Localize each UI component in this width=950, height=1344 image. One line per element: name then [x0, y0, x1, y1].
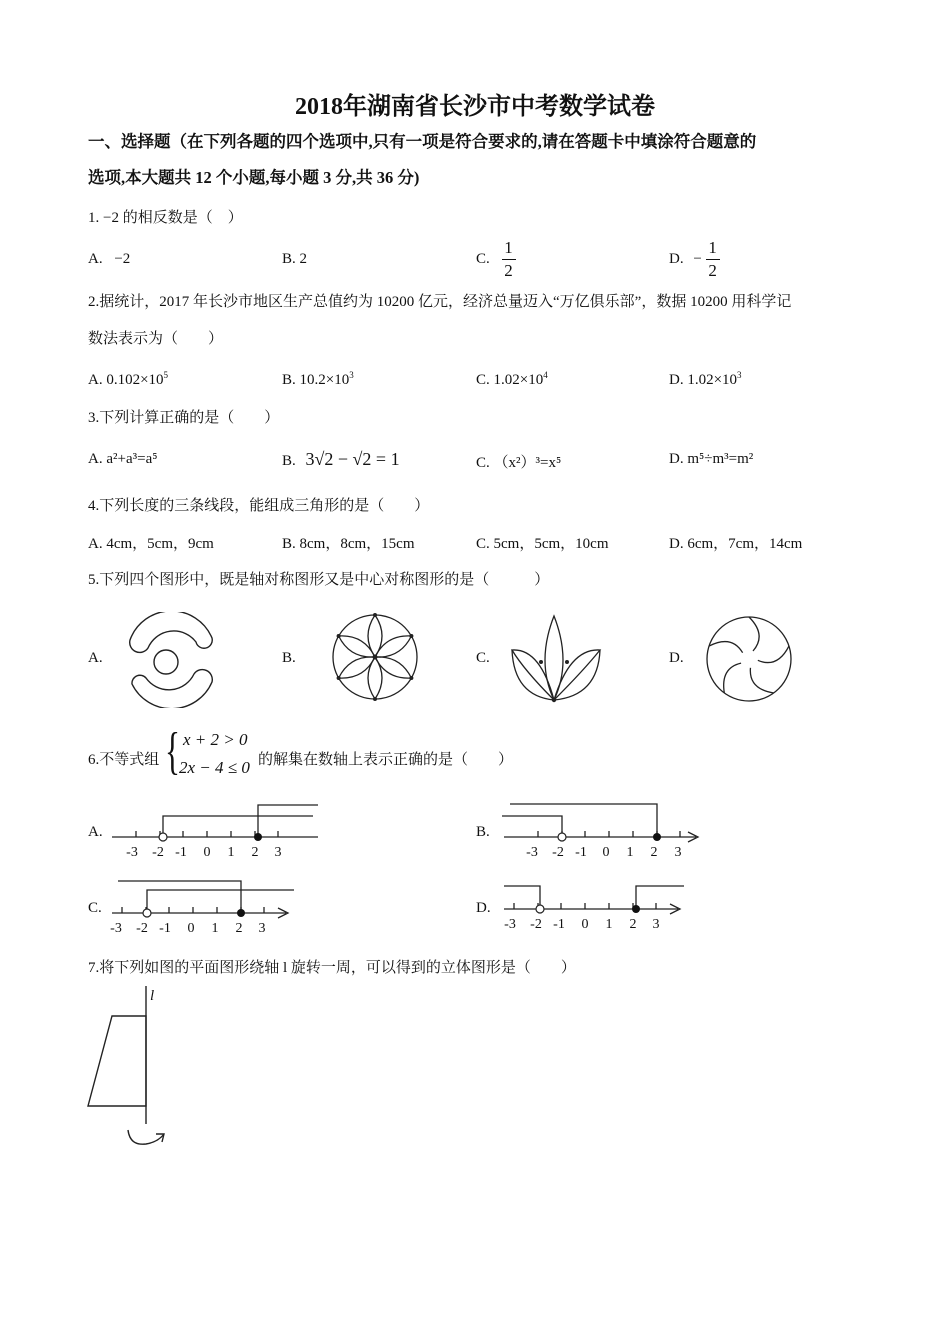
q2-option-c-exp: 4	[543, 370, 548, 380]
q1-option-a-value: −2	[114, 251, 131, 267]
axis-label: l	[150, 988, 155, 1004]
section-heading-line1: 一、选择题（在下列各题的四个选项中,只有一项是符合要求的,请在答题卡中填涂符合题意的	[88, 132, 757, 151]
q4-stem: 4.下列长度的三条线段，能组成三角形的是（ ）	[88, 498, 430, 514]
q2-option-d-text: D. 1.02×10	[669, 372, 738, 388]
tick-label: 1	[605, 917, 613, 932]
tick-label: -1	[553, 917, 565, 932]
q6-option-c-label: C.	[88, 900, 102, 916]
section-heading	[88, 124, 878, 196]
q3-stem: 3.下列计算正确的是（ ）	[88, 410, 280, 426]
q6-number-line-c	[108, 876, 303, 938]
q1-option-a	[88, 251, 130, 268]
q1-option-b: B. 2	[282, 251, 308, 267]
q2-option-b-text: B. 10.2×10	[282, 372, 350, 388]
q5-figure-b	[330, 612, 420, 702]
tick-label: 3	[274, 845, 282, 860]
q6-option-b-label: B.	[476, 824, 490, 840]
tick-label: -2	[530, 917, 542, 932]
q3-option-d-label: D.	[669, 451, 684, 467]
tick-label: 2	[235, 921, 243, 936]
section-heading-line2: 选项,本大题共 12 个小题,每小题 3 分,共 36 分)	[88, 168, 420, 187]
q5-figure-a	[124, 612, 220, 708]
q2-stem	[88, 286, 878, 355]
q2-option-d	[669, 370, 742, 389]
q4-option-a: A. 4cm，5cm，9cm	[88, 536, 214, 552]
tick-label: 0	[187, 921, 195, 936]
q3-option-a-expr: a²+a³=a⁵	[106, 451, 158, 467]
q5-option-a-label: A.	[88, 650, 103, 666]
tick-label: 2	[629, 917, 637, 932]
q3-option-a	[88, 451, 157, 468]
tick-label: 3	[258, 921, 266, 936]
tick-label: 3	[652, 917, 660, 932]
q1-option-d	[669, 237, 720, 282]
q6-option-a-label: A.	[88, 824, 103, 840]
q2-option-a-text: A. 0.102×10	[88, 372, 164, 388]
fraction-denominator: 2	[708, 261, 717, 280]
q5-option-c-label: C.	[476, 650, 490, 666]
q3-option-d	[669, 451, 753, 468]
q2-option-a	[88, 370, 168, 389]
fraction-denominator: 2	[504, 261, 513, 280]
q6-brace: {	[165, 723, 180, 780]
tick-label: -2	[152, 845, 164, 860]
fraction-numerator: 1	[504, 238, 513, 257]
q5-option-d-label: D.	[669, 650, 684, 666]
tick-label: -1	[575, 845, 587, 860]
q2-option-c	[476, 370, 548, 389]
tick-label: -1	[159, 921, 171, 936]
q5-figure-c	[508, 612, 608, 704]
tick-label: 1	[211, 921, 219, 936]
q6-option-d-label: D.	[476, 900, 491, 916]
q2-option-a-exp: 5	[163, 370, 169, 380]
fraction-numerator: 1	[708, 238, 717, 257]
q7-figure-trapezoid-axis	[84, 984, 184, 1154]
rotation-arrow	[128, 1130, 164, 1144]
q4-option-b: B. 8cm，8cm，15cm	[282, 536, 415, 552]
q6-suffix: 的解集在数轴上表示正确的是（ ）	[258, 752, 514, 768]
q1-option-d-label: D.	[669, 250, 684, 267]
tick-label: 0	[581, 917, 589, 932]
q3-option-a-label: A.	[88, 451, 103, 467]
tick-label: -2	[136, 921, 148, 936]
q1-option-c	[476, 237, 516, 282]
q6-inequality-1: x + 2 > 0	[183, 730, 248, 749]
q3-option-d-expr: m⁵÷m³=m²	[687, 451, 754, 467]
page-title: 2018年湖南省长沙市中考数学试卷	[295, 94, 655, 120]
tick-label: -3	[526, 845, 538, 860]
tick-label: 2	[650, 845, 658, 860]
q5-figure-d	[704, 614, 794, 704]
tick-label: -2	[552, 845, 564, 860]
q3-option-c-label: C.	[476, 455, 490, 471]
q2-option-c-text: C. 1.02×10	[476, 372, 544, 388]
q6-inequality-2: 2x − 4 ≤ 0	[179, 758, 250, 777]
q4-option-d: D. 6cm，7cm，14cm	[669, 536, 803, 552]
tick-label: 1	[227, 845, 235, 860]
tick-label: 0	[203, 845, 211, 860]
q2-stem-line2: 数法表示为（ ）	[88, 331, 224, 347]
tick-label: 3	[674, 845, 682, 860]
tick-label: -3	[126, 845, 138, 860]
q6-number-line-d	[500, 876, 695, 938]
trapezoid	[88, 1016, 146, 1106]
q3-option-c	[476, 451, 561, 472]
q6-number-line-b	[500, 800, 710, 862]
tick-label: -3	[110, 921, 122, 936]
q6-prefix: 6.不等式组	[88, 752, 160, 768]
q3-option-c-expr: （x²）³=x⁵	[493, 455, 562, 471]
q2-option-b	[282, 370, 354, 389]
q2-option-d-exp: 3	[737, 370, 742, 380]
tick-label: -3	[504, 917, 516, 932]
q5-stem: 5.下列四个图形中，既是轴对称图形又是中心对称图形的是（ ）	[88, 572, 550, 588]
q6-number-line-a	[108, 800, 323, 862]
q3-option-b	[282, 449, 400, 470]
tick-label: 0	[602, 845, 610, 860]
q2-option-b-exp: 3	[349, 370, 354, 380]
tick-label: 1	[626, 845, 634, 860]
q1-option-d-sign: −	[693, 251, 702, 267]
q4-option-c: C. 5cm，5cm，10cm	[476, 536, 609, 552]
q1-option-c-fraction	[502, 237, 516, 282]
q2-stem-line1: 2.据统计，2017 年长沙市地区生产总值约为 10200 亿元，经济总量迈入“万亿俱乐部”，数据 10200 用科学记	[88, 294, 792, 310]
q5-option-b-label: B.	[282, 650, 296, 666]
tick-label: -1	[175, 845, 187, 860]
q7-stem: 7.将下列如图的平面图形绕轴 l 旋转一周，可以得到的立体图形是（ ）	[88, 960, 576, 976]
q3-option-b-label: B.	[282, 453, 296, 469]
q1-option-c-label: C.	[476, 250, 490, 267]
q6-inequality-system	[165, 723, 261, 784]
q1-option-a-label: A.	[88, 251, 103, 267]
q1-stem: 1. −2 的相反数是（ ）	[88, 210, 243, 226]
q3-option-b-expr: 3√2 − √2 = 1	[305, 449, 400, 469]
q1-option-d-fraction	[706, 237, 720, 282]
tick-label: 2	[251, 845, 259, 860]
